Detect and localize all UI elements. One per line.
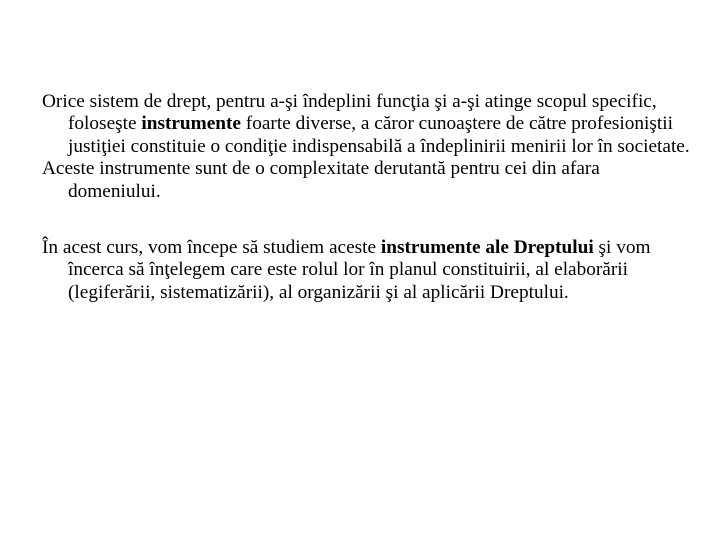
paragraph-text: foarte diverse, a căror cunoaştere de către profesioniştii justiţiei constituie o condiţie indispensabilă a îndeplinirii menirii lor în societate. bbox=[68, 113, 690, 157]
paragraph-text: În acest curs, vom începe să studiem aceste bbox=[42, 237, 381, 259]
paragraph-course-intro bbox=[42, 237, 692, 304]
paragraph-text: Aceste instrumente sunt de o complexitate derutantă pentru cei din afara domeniului. bbox=[42, 158, 600, 202]
text-block bbox=[42, 91, 692, 304]
paragraph-complexity bbox=[42, 158, 692, 203]
paragraph-text: şi vom încerca să înţelegem care este rolul lor în planul constituirii, al elaborării (legiferării, sistematizării), al organizării şi al aplicării Dreptului. bbox=[68, 237, 651, 303]
paragraph-text: Orice sistem de drept, pentru a-şi îndeplini funcţia şi a-şi atinge scopul specific, foloseşte bbox=[42, 91, 657, 135]
paragraph-purpose-of-law bbox=[42, 91, 692, 158]
emphasized-term: instrumente ale Dreptului bbox=[380, 237, 594, 259]
emphasized-term: instrumente bbox=[141, 113, 241, 135]
